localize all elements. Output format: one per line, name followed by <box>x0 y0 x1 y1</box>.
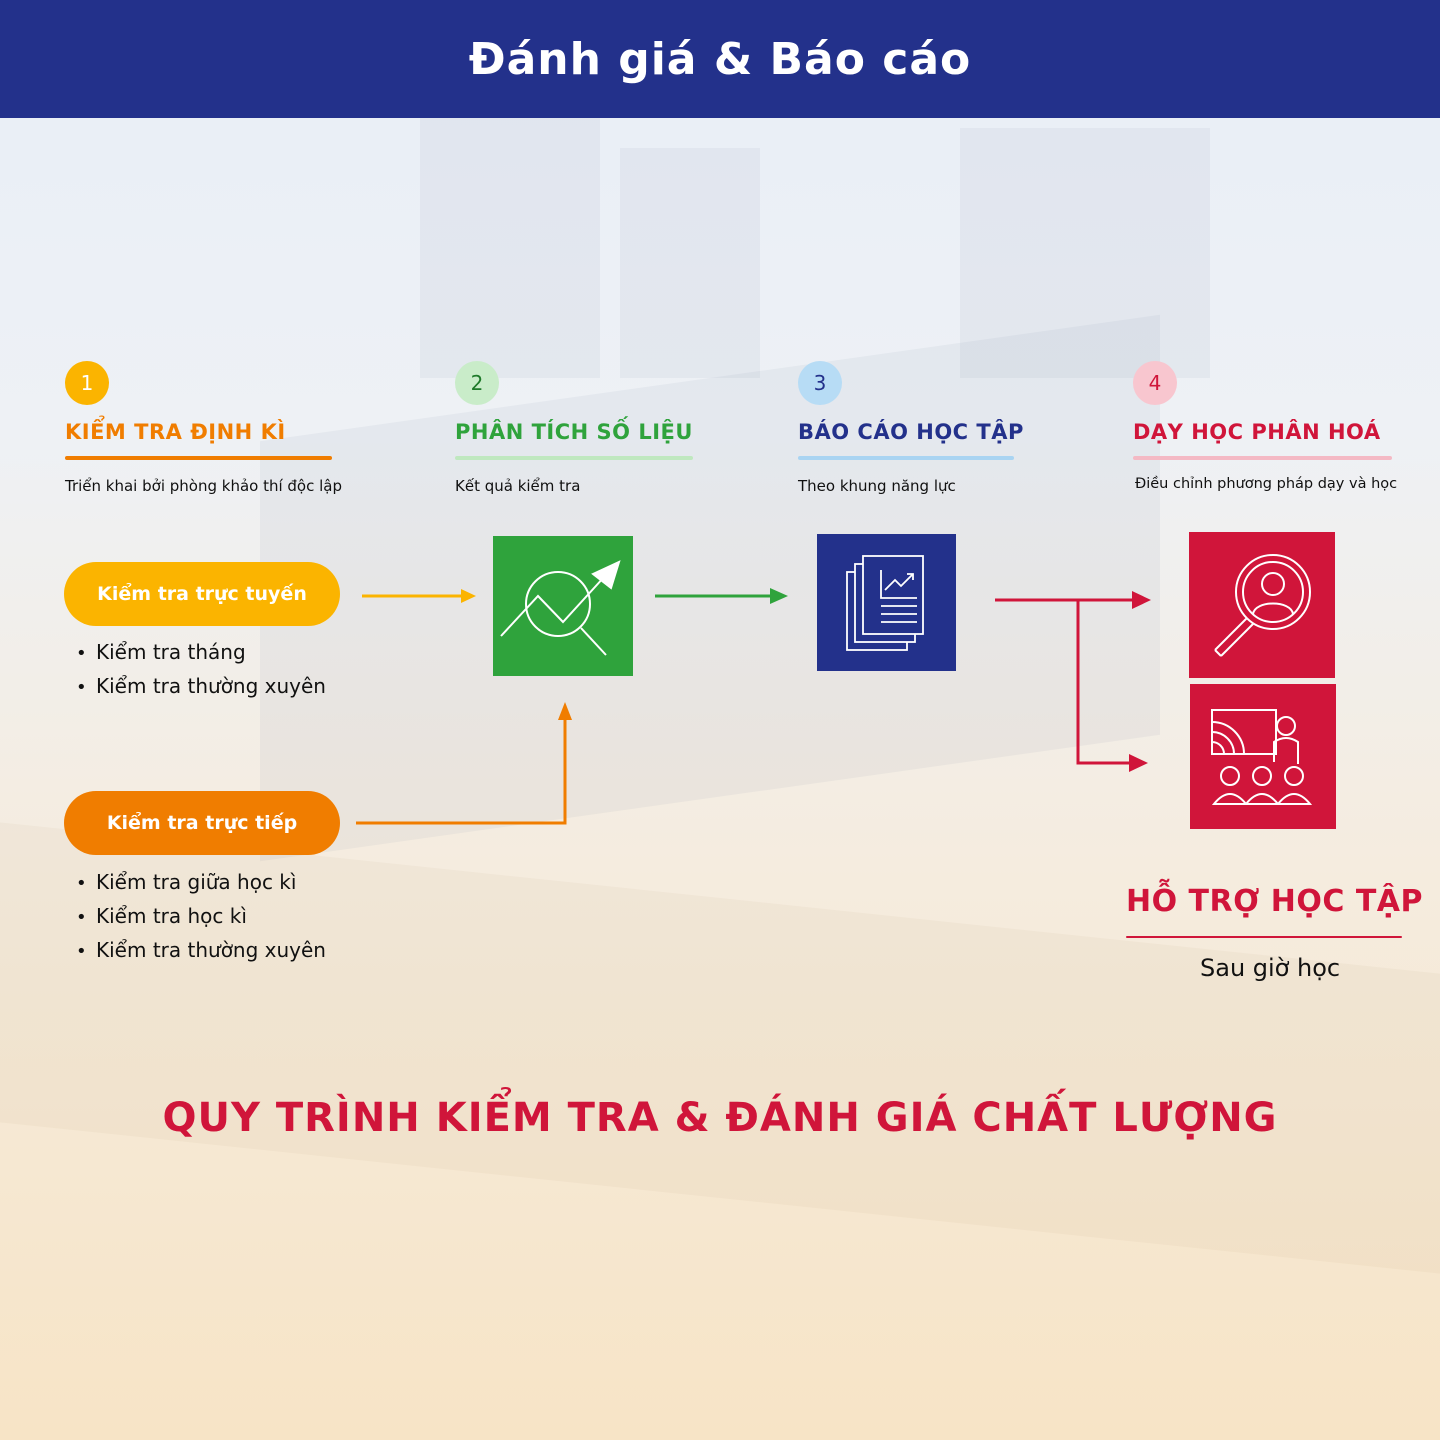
list-item: • Kiểm tra thường xuyên <box>76 670 326 704</box>
support-underline <box>1126 936 1402 938</box>
step-4-title: DẠY HỌC PHÂN HOÁ <box>1133 420 1381 444</box>
page-title: Đánh giá & Báo cáo <box>468 33 972 85</box>
arrow-analysis-to-report <box>655 588 788 604</box>
online-test-label: Kiểm tra trực tuyến <box>97 583 307 605</box>
direct-test-label: Kiểm tra trực tiếp <box>106 812 298 834</box>
step-2-number: 2 <box>470 371 484 395</box>
step-4-subtitle: Điều chỉnh phương pháp dạy và học <box>1135 476 1398 492</box>
step-3-title: BÁO CÁO HỌC TẬP <box>798 420 1024 444</box>
arrow-online-to-analysis <box>362 589 476 603</box>
list-item: • Kiểm tra tháng <box>76 636 326 670</box>
step-3-subtitle: Theo khung năng lực <box>798 477 956 495</box>
step-1-number: 1 <box>80 371 94 395</box>
support-title: HỖ TRỢ HỌC TẬP <box>1126 884 1424 919</box>
list-item: • Kiểm tra thường xuyên <box>76 934 326 968</box>
list-item: • Kiểm tra giữa học kì <box>76 866 326 900</box>
list-item: • Kiểm tra học kì <box>76 900 326 934</box>
step-4-number: 4 <box>1148 371 1162 395</box>
step-1-title: KIỂM TRA ĐỊNH KÌ <box>65 420 286 444</box>
process-title: QUY TRÌNH KIỂM TRA & ĐÁNH GIÁ CHẤT LƯỢNG <box>162 1095 1278 1141</box>
arrow-report-to-differentiation <box>995 591 1151 772</box>
step-3-number: 3 <box>813 371 827 395</box>
step-1-subtitle: Triển khai bởi phòng khảo thí độc lập <box>65 477 343 495</box>
step-2-title: PHÂN TÍCH SỐ LIỆU <box>455 420 693 444</box>
arrow-direct-to-analysis <box>356 702 572 823</box>
support-subtitle: Sau giờ học <box>1200 954 1341 982</box>
step-2-subtitle: Kết quả kiểm tra <box>455 477 581 495</box>
